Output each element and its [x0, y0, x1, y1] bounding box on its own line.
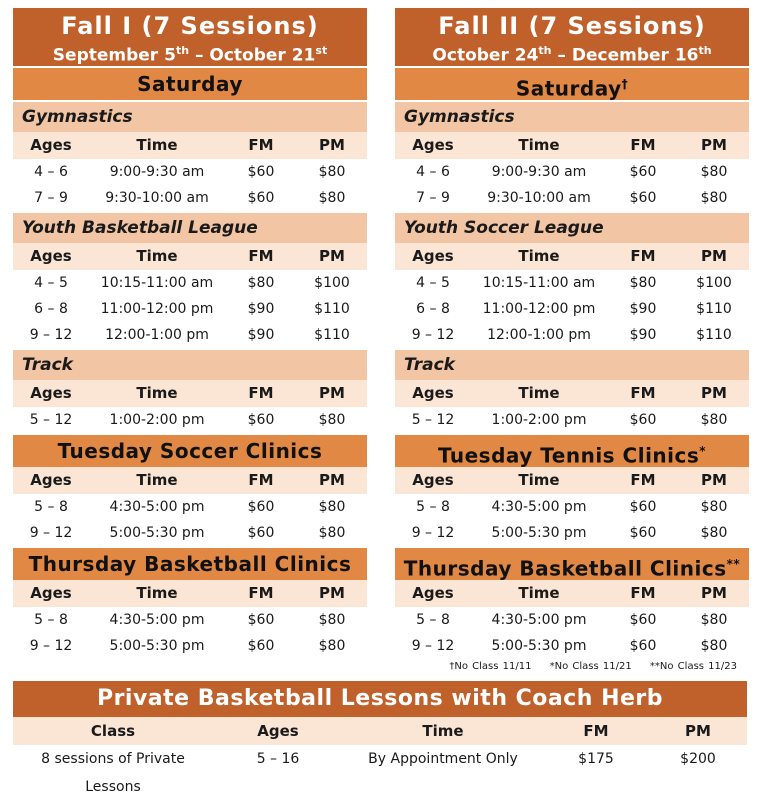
- column-header-fm: FM: [248, 247, 274, 265]
- cell-time: 12:00-1:00 pm: [105, 327, 209, 343]
- column-header-pm: PM: [701, 384, 727, 402]
- cell-ages: 4 – 5: [416, 275, 450, 291]
- private-lessons-title: Private Basketball Lessons with Coach Herb: [13, 681, 747, 717]
- fall-1-thursday-heading: Thursday Basketball Clinics: [13, 548, 367, 580]
- private-lessons-table: [13, 681, 747, 795]
- fall-1-gymnastics-table: [13, 132, 367, 211]
- cell-pm-price: $80: [700, 638, 728, 654]
- cell-ages: 9 – 12: [411, 525, 455, 541]
- fall-1-league-table: [13, 243, 367, 348]
- fall-2-thursday-heading: [395, 548, 749, 580]
- fall-2-start-date: October 24: [432, 45, 539, 66]
- cell-fm-price: $60: [629, 412, 657, 428]
- cell-fm-price: $60: [629, 190, 657, 206]
- private-time: By Appointment Only: [368, 751, 518, 767]
- cell-pm-price: $100: [314, 275, 350, 291]
- cell-time: 5:00-5:30 pm: [491, 525, 587, 541]
- column-header-time: Time: [518, 584, 560, 602]
- cell-time: 9:00-9:30 am: [109, 164, 205, 180]
- column-header-time: Time: [136, 471, 178, 489]
- cell-pm-price: $80: [318, 525, 346, 541]
- cell-fm-price: $90: [247, 301, 275, 317]
- cell-time: 1:00-2:00 pm: [491, 412, 587, 428]
- cell-pm-price: $110: [696, 327, 732, 343]
- table-row: [395, 407, 749, 433]
- fall-2-track-table: [395, 380, 749, 433]
- table-row: [395, 322, 749, 348]
- column-header-ages: Ages: [30, 247, 72, 265]
- cell-ages: 6 – 8: [34, 301, 68, 317]
- cell-fm-price: $60: [247, 499, 275, 515]
- column-header-time: Time: [518, 136, 560, 154]
- column-header-time: Time: [136, 247, 178, 265]
- cell-ages: 5 – 8: [416, 499, 450, 515]
- fall-2-tuesday-footnote-mark: *: [699, 444, 707, 458]
- fall-1-dates: [13, 40, 367, 67]
- column-header-row: [13, 580, 367, 607]
- private-lessons-row: [13, 745, 747, 795]
- private-header-ages: Ages: [257, 722, 299, 740]
- column-header-row: [395, 243, 749, 270]
- column-header-row: [13, 243, 367, 270]
- cell-ages: 5 – 12: [411, 412, 455, 428]
- cell-time: 9:00-9:30 am: [491, 164, 587, 180]
- cell-ages: 9 – 12: [29, 638, 73, 654]
- column-header-pm: PM: [319, 247, 345, 265]
- column-header-fm: FM: [630, 584, 656, 602]
- column-header-ages: Ages: [412, 247, 454, 265]
- cell-ages: 5 – 12: [29, 412, 73, 428]
- fall-2-header: [395, 8, 749, 66]
- cell-fm-price: $60: [629, 638, 657, 654]
- cell-fm-price: $60: [247, 190, 275, 206]
- column-header-time: Time: [136, 584, 178, 602]
- column-header-fm: FM: [248, 471, 274, 489]
- fall-2-league-heading: Youth Soccer League: [395, 213, 749, 243]
- fall-1-saturday-heading: Saturday: [13, 68, 367, 100]
- column-header-time: Time: [518, 247, 560, 265]
- table-row: [13, 296, 367, 322]
- column-header-row: [13, 467, 367, 494]
- cell-pm-price: $110: [314, 327, 350, 343]
- footnote-dagger: †No Class 11/11: [449, 661, 532, 672]
- cell-ages: 9 – 12: [411, 638, 455, 654]
- column-header-fm: FM: [630, 247, 656, 265]
- cell-pm-price: $80: [318, 164, 346, 180]
- cell-pm-price: $100: [696, 275, 732, 291]
- table-row: [13, 520, 367, 546]
- cell-ages: 5 – 8: [34, 612, 68, 628]
- fall-1-start-date: September 5: [52, 45, 176, 66]
- cell-time: 5:00-5:30 pm: [109, 638, 205, 654]
- cell-pm-price: $110: [696, 301, 732, 317]
- table-row: [395, 633, 749, 659]
- private-fm-price: $175: [578, 751, 614, 767]
- private-header-time: Time: [422, 722, 464, 740]
- fall-2-dates: [395, 40, 749, 67]
- table-row: [395, 296, 749, 322]
- cell-time: 12:00-1:00 pm: [487, 327, 591, 343]
- column-header-ages: Ages: [412, 584, 454, 602]
- cell-fm-price: $60: [247, 412, 275, 428]
- column-header-ages: Ages: [412, 136, 454, 154]
- private-class: 8 sessions of Private Lessons: [41, 751, 185, 795]
- cell-fm-price: $60: [629, 499, 657, 515]
- fall-2-end-date: December 16: [571, 45, 699, 66]
- cell-fm-price: $60: [629, 612, 657, 628]
- cell-time: 10:15-11:00 am: [100, 275, 214, 291]
- column-header-row: [395, 580, 749, 607]
- fall-1-end-suffix: st: [315, 44, 328, 57]
- column-header-row: [395, 380, 749, 407]
- cell-time: 11:00-12:00 pm: [100, 301, 214, 317]
- table-row: [13, 407, 367, 433]
- cell-time: 9:30-10:00 am: [105, 190, 209, 206]
- column-header-ages: Ages: [412, 471, 454, 489]
- fall-2-start-suffix: th: [538, 44, 552, 57]
- cell-pm-price: $80: [700, 164, 728, 180]
- fall-2-saturday-label: Saturday: [515, 76, 622, 101]
- fall-2-tuesday-label: Tuesday Tennis Clinics: [437, 443, 700, 468]
- cell-fm-price: $60: [247, 612, 275, 628]
- table-row: [13, 494, 367, 520]
- column-header-time: Time: [136, 384, 178, 402]
- fall-2-end-suffix: th: [698, 44, 712, 57]
- column-header-time: Time: [518, 471, 560, 489]
- table-row: [13, 607, 367, 633]
- cell-time: 5:00-5:30 pm: [109, 525, 205, 541]
- cell-time: 11:00-12:00 pm: [482, 301, 596, 317]
- table-row: [395, 270, 749, 296]
- column-header-fm: FM: [630, 471, 656, 489]
- private-lessons-header-row: [13, 717, 747, 745]
- column-header-fm: FM: [248, 584, 274, 602]
- cell-ages: 6 – 8: [416, 301, 450, 317]
- column-header-fm: FM: [248, 136, 274, 154]
- column-header-time: Time: [136, 136, 178, 154]
- private-header-pm: PM: [685, 722, 711, 740]
- column-header-pm: PM: [701, 136, 727, 154]
- date-dash: –: [551, 45, 572, 66]
- fall-1-track-table: [13, 380, 367, 433]
- date-dash: –: [189, 45, 210, 66]
- fall-2-gymnastics-table: [395, 132, 749, 211]
- fall-1-schedule: [13, 8, 367, 659]
- table-row: [395, 494, 749, 520]
- table-row: [13, 322, 367, 348]
- fall-2-saturday-footnote-mark: †: [621, 77, 629, 91]
- private-header-fm: FM: [583, 722, 609, 740]
- cell-ages: 5 – 8: [416, 612, 450, 628]
- fall-1-league-heading: Youth Basketball League: [13, 213, 367, 243]
- cell-fm-price: $80: [629, 275, 657, 291]
- fall-1-title: Fall I (7 Sessions): [61, 12, 319, 40]
- fall-2-schedule: [395, 8, 749, 675]
- cell-ages: 7 – 9: [34, 190, 68, 206]
- column-header-ages: Ages: [30, 136, 72, 154]
- cell-ages: 7 – 9: [416, 190, 450, 206]
- column-header-fm: FM: [630, 384, 656, 402]
- fall-1-thursday-table: [13, 580, 367, 659]
- fall-2-saturday-heading: [395, 68, 749, 100]
- fall-2-track-heading: Track: [395, 350, 749, 380]
- cell-pm-price: $80: [700, 499, 728, 515]
- cell-ages: 9 – 12: [411, 327, 455, 343]
- table-row: [395, 159, 749, 185]
- column-header-fm: FM: [248, 384, 274, 402]
- fall-1-track-heading: Track: [13, 350, 367, 380]
- column-header-fm: FM: [630, 136, 656, 154]
- column-header-pm: PM: [319, 136, 345, 154]
- cell-pm-price: $110: [314, 301, 350, 317]
- column-header-ages: Ages: [30, 471, 72, 489]
- fall-1-end-date: October 21: [209, 45, 316, 66]
- column-header-pm: PM: [701, 471, 727, 489]
- fall-2-thursday-label: Thursday Basketball Clinics: [403, 556, 727, 581]
- cell-fm-price: $60: [247, 638, 275, 654]
- column-header-row: [13, 132, 367, 159]
- table-row: [395, 520, 749, 546]
- fall-2-gymnastics-heading: Gymnastics: [395, 102, 749, 132]
- fall-1-gymnastics-heading: Gymnastics: [13, 102, 367, 132]
- cell-pm-price: $80: [318, 190, 346, 206]
- cell-ages: 9 – 12: [29, 525, 73, 541]
- fall-1-tuesday-table: [13, 467, 367, 546]
- cell-fm-price: $60: [247, 164, 275, 180]
- cell-pm-price: $80: [318, 612, 346, 628]
- private-ages: 5 – 16: [256, 751, 300, 767]
- table-row: [13, 159, 367, 185]
- table-row: [395, 185, 749, 211]
- fall-2-tuesday-heading: [395, 435, 749, 467]
- fall-2-title: Fall II (7 Sessions): [438, 12, 706, 40]
- cell-time: 4:30-5:00 pm: [491, 612, 587, 628]
- private-pm-price: $200: [680, 751, 716, 767]
- column-header-pm: PM: [701, 247, 727, 265]
- cell-ages: 5 – 8: [34, 499, 68, 515]
- footnote-asterisk: *No Class 11/21: [549, 661, 632, 672]
- column-header-pm: PM: [319, 471, 345, 489]
- fall-2-thursday-footnote-mark: **: [726, 557, 741, 571]
- column-header-ages: Ages: [30, 384, 72, 402]
- column-header-ages: Ages: [412, 384, 454, 402]
- cell-pm-price: $80: [700, 612, 728, 628]
- fall-1-header: [13, 8, 367, 66]
- cell-fm-price: $90: [629, 301, 657, 317]
- cell-time: 1:00-2:00 pm: [109, 412, 205, 428]
- cell-ages: 4 – 6: [416, 164, 450, 180]
- fall-2-thursday-table: [395, 580, 749, 659]
- fall-2-league-table: [395, 243, 749, 348]
- cell-pm-price: $80: [318, 499, 346, 515]
- fall-2-footnotes: [395, 659, 749, 675]
- column-header-row: [395, 467, 749, 494]
- table-row: [13, 270, 367, 296]
- cell-time: 4:30-5:00 pm: [109, 612, 205, 628]
- cell-ages: 9 – 12: [29, 327, 73, 343]
- cell-pm-price: $80: [318, 638, 346, 654]
- column-header-pm: PM: [701, 584, 727, 602]
- column-header-pm: PM: [319, 584, 345, 602]
- fall-2-tuesday-table: [395, 467, 749, 546]
- column-header-row: [395, 132, 749, 159]
- footnote-double-asterisk: **No Class 11/23: [649, 661, 737, 672]
- cell-time: 4:30-5:00 pm: [109, 499, 205, 515]
- cell-pm-price: $80: [700, 412, 728, 428]
- table-row: [395, 607, 749, 633]
- cell-fm-price: $90: [629, 327, 657, 343]
- column-header-time: Time: [518, 384, 560, 402]
- cell-pm-price: $80: [700, 190, 728, 206]
- cell-time: 9:30-10:00 am: [487, 190, 591, 206]
- table-row: [13, 633, 367, 659]
- private-header-class: Class: [90, 722, 136, 740]
- cell-fm-price: $60: [629, 525, 657, 541]
- cell-time: 5:00-5:30 pm: [491, 638, 587, 654]
- cell-time: 4:30-5:00 pm: [491, 499, 587, 515]
- table-row: [13, 185, 367, 211]
- cell-fm-price: $90: [247, 327, 275, 343]
- cell-time: 10:15-11:00 am: [482, 275, 596, 291]
- cell-fm-price: $80: [247, 275, 275, 291]
- column-header-pm: PM: [319, 384, 345, 402]
- cell-ages: 4 – 6: [34, 164, 68, 180]
- fall-1-start-suffix: th: [175, 44, 190, 57]
- column-header-ages: Ages: [30, 584, 72, 602]
- cell-fm-price: $60: [247, 525, 275, 541]
- fall-1-tuesday-heading: Tuesday Soccer Clinics: [13, 435, 367, 467]
- cell-ages: 4 – 5: [34, 275, 68, 291]
- cell-pm-price: $80: [700, 525, 728, 541]
- column-header-row: [13, 380, 367, 407]
- cell-fm-price: $60: [629, 164, 657, 180]
- cell-pm-price: $80: [318, 412, 346, 428]
